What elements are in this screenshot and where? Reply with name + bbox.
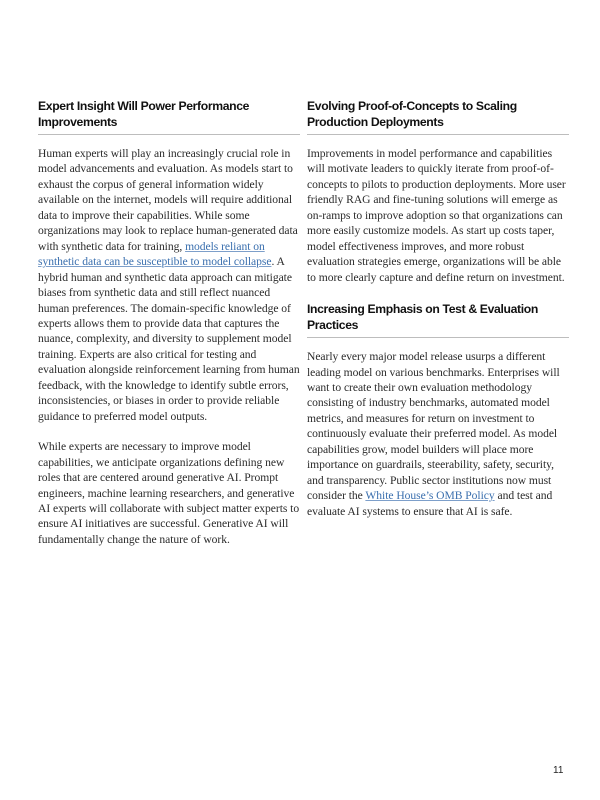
paragraph-text: . A hybrid human and synthetic data approach can mitigate biases from synthetic data and still reflect nuanced human preferences. The domain-specific knowledge of experts allows them to provide data that captures the nuance, complexity, and diversity to supplement model training. Experts are also critical for testing and evaluation alongside reinforcement learning from human feedback, with the knowledge to identify subtle errors, inconsistencies, or biases in order to provide reliable guidance to preferred model outputs. bbox=[38, 255, 300, 423]
page-number: 11 bbox=[553, 765, 564, 776]
model-collapse-link[interactable]: models reliant on synthetic data can be susceptible to model collapse bbox=[38, 239, 272, 269]
paragraph-test-evaluation bbox=[307, 349, 569, 519]
paragraph-text: Human experts will play an increasingly crucial role in model advancements and evaluation. As models start to exhaust the corpus of general information widely available on the internet, models will require additional data to improve their capabilities. While some organizations may look to replace human-generated data with synthetic data for training, bbox=[38, 147, 298, 253]
paragraph-text: Nearly every major model release usurps a different leading model on various benchmarks. Enterprises will want to create their own evaluation methodology consisting of industry benchmarks, automated model metrics, and measures for return on investment to continuously evaluate their preferred model. As model capabilities grow, model builders will place more importance on guardrails, steerability, safety, security, and transparency. Public sector institutions now must consider the bbox=[307, 350, 560, 503]
paragraph-expert-insight-1 bbox=[38, 146, 300, 424]
section-heading-test-evaluation: Increasing Emphasis on Test & Evaluation Practices bbox=[307, 302, 538, 332]
heading-divider bbox=[307, 134, 569, 135]
heading-divider bbox=[38, 134, 300, 135]
heading-divider bbox=[307, 337, 569, 338]
paragraph-expert-insight-2: While experts are necessary to improve model capabilities, we anticipate organizations defining new roles that are centered around generative AI. Prompt engineers, machine learning researchers, and generative AI experts will collaborate with subject matter experts to ensure AI initiatives are successful. Generative AI will fundamentally change the nature of work. bbox=[38, 440, 300, 546]
section-heading-expert-insight: Expert Insight Will Power Performance Improvements bbox=[38, 99, 250, 129]
paragraph-text: and test and evaluate AI systems to ensure that AI is safe. bbox=[307, 489, 553, 518]
left-column bbox=[38, 99, 300, 547]
section-heading-proof-of-concepts: Evolving Proof-of-Concepts to Scaling Production Deployments bbox=[307, 99, 517, 129]
paragraph-proof-of-concepts: Improvements in model performance and capabilities will motivate leaders to quickly iterate from proof-of-concepts to pilots to production deployments. More user friendly RAG and fine-tuning solutions will emerge as on-ramps to improve adoption so that organizations can more easily customize models. As start up costs taper, model effectiveness improves, and more robust evaluation strategies emerge, organizations will be able to more clearly capture and define return on investment. bbox=[307, 147, 566, 284]
omb-policy-link[interactable]: White House’s OMB Policy bbox=[365, 489, 495, 503]
right-column bbox=[307, 99, 569, 519]
